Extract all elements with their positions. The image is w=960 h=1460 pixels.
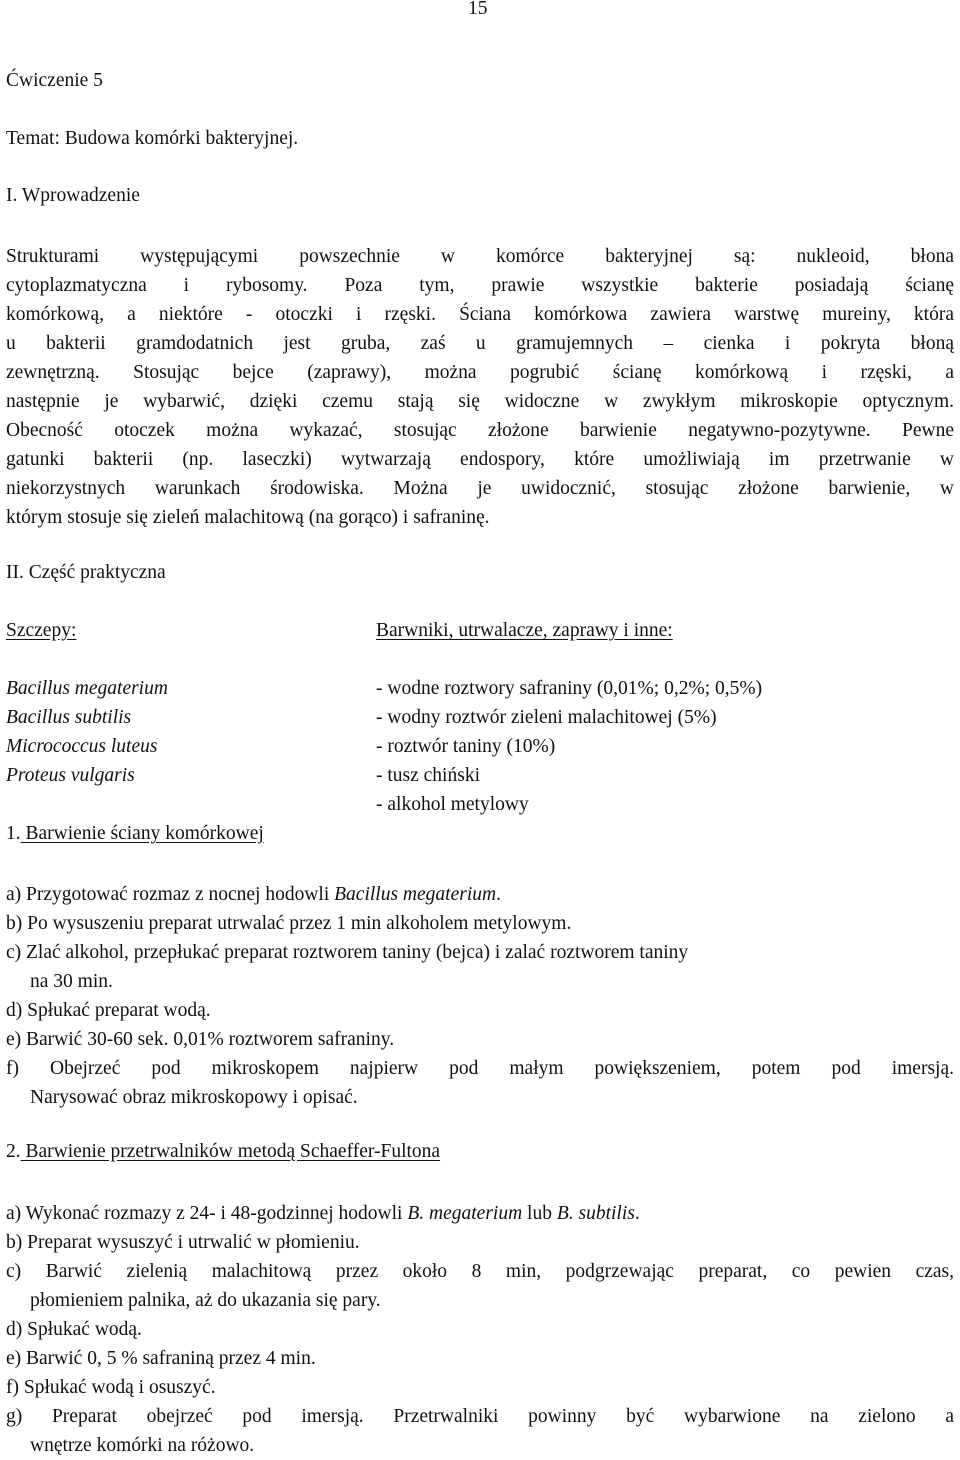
intro-line: gatunki bakterii (np. laseczki) wytwarzają endospory, które umożliwiają im przetrwanie w — [6, 449, 954, 470]
strains-header: Szczepy: — [6, 620, 77, 641]
strain-item: Bacillus subtilis — [6, 707, 132, 728]
procedure-step: b) Preparat wysuszyć i utrwalić w płomieniu. — [6, 1232, 360, 1253]
procedure-step: b) Po wysuszeniu preparat utrwalać przez 1 min alkoholem metylowym. — [6, 913, 572, 934]
procedure-step: e) Barwić 0, 5 % safraniną przez 4 min. — [6, 1348, 316, 1369]
topic-title: Temat: Budowa komórki bakteryjnej. — [6, 128, 299, 149]
procedure2-heading: 2. Barwienie przetrwalników metodą Schaeffer-Fultona — [6, 1141, 441, 1162]
reagent-item: - tusz chiński — [376, 765, 480, 786]
reagent-item: - wodny roztwór zieleni malachitowej (5%) — [376, 707, 717, 728]
reagent-item: - roztwór taniny (10%) — [376, 736, 556, 757]
strain-item: Bacillus megaterium — [6, 678, 168, 699]
intro-line: komórkową, a niektóre - otoczki i rzęski. Ściana komórkowa zawiera warstwę mureiny, która — [6, 304, 954, 325]
procedure-step: a) Przygotować rozmaz z nocnej hodowli Bacillus megaterium. — [6, 884, 501, 905]
exercise-title: Ćwiczenie 5 — [6, 70, 103, 91]
intro-line: cytoplazmatyczna i rybosomy. Poza tym, prawie wszystkie bakterie posiadają ścianę — [6, 275, 954, 296]
procedure1-heading: 1. Barwienie ściany komórkowej — [6, 823, 264, 844]
procedure-step: e) Barwić 30-60 sek. 0,01% roztworem safraniny. — [6, 1029, 395, 1050]
procedure-step: f) Obejrzeć pod mikroskopem najpierw pod małym powiększeniem, potem pod imersją. — [6, 1058, 954, 1079]
procedure-step: f) Spłukać wodą i osuszyć. — [6, 1377, 216, 1398]
procedure-step: d) Spłukać wodą. — [6, 1319, 142, 1340]
procedure-step-continuation: na 30 min. — [30, 971, 113, 992]
strain-item: Micrococcus luteus — [6, 736, 158, 757]
strain-item: Proteus vulgaris — [6, 765, 135, 786]
procedure-step: c) Zlać alkohol, przepłukać preparat roztworem taniny (bejca) i zalać roztworem taniny — [6, 942, 689, 963]
procedure-step: c) Barwić zielenią malachitową przez około 8 min, podgrzewając preparat, co pewien czas, — [6, 1261, 954, 1282]
page-number: 15 — [468, 0, 488, 19]
procedure-step: a) Wykonać rozmazy z 24- i 48-godzinnej hodowli B. megaterium lub B. subtilis. — [6, 1203, 640, 1224]
intro-line: następnie je wybarwić, dzięki czemu stają się widoczne w zwykłym mikroskopie optycznym. — [6, 391, 954, 412]
procedure-step-continuation: płomieniem palnika, aż do ukazania się pary. — [30, 1290, 381, 1311]
intro-line: zewnętrzną. Stosując bejce (zaprawy), można pogrubić ścianę komórkową i rzęski, a — [6, 362, 954, 383]
procedure-step: d) Spłukać preparat wodą. — [6, 1000, 211, 1021]
intro-line: Obecność otoczek można wykazać, stosując złożone barwienie negatywno-pozytywne. Pewne — [6, 420, 954, 441]
procedure-step: g) Preparat obejrzeć pod imersją. Przetrwalniki powinny być wybarwione na zielono a — [6, 1406, 954, 1427]
reagent-item: - wodne roztwory safraniny (0,01%; 0,2%; 0,5%) — [376, 678, 763, 699]
intro-line: niekorzystnych warunkach środowiska. Można je uwidocznić, stosując złożone barwienie, w — [6, 478, 954, 499]
section-practical-heading: II. Część praktyczna — [6, 562, 166, 583]
intro-line: u bakterii gramdodatnich jest gruba, zaś u gramujemnych – cienka i pokryta błoną — [6, 333, 954, 354]
reagents-header: Barwniki, utrwalacze, zaprawy i inne: — [376, 620, 673, 641]
section-introduction-heading: I. Wprowadzenie — [6, 185, 140, 206]
reagent-item: - alkohol metylowy — [376, 794, 529, 815]
intro-line: Strukturami występującymi powszechnie w komórce bakteryjnej są: nukleoid, błona — [6, 246, 954, 267]
procedure-step-continuation: wnętrze komórki na różowo. — [30, 1435, 255, 1456]
procedure-step-continuation: Narysować obraz mikroskopowy i opisać. — [30, 1087, 358, 1108]
intro-line: którym stosuje się zieleń malachitową (na gorąco) i safraninę. — [6, 507, 490, 528]
